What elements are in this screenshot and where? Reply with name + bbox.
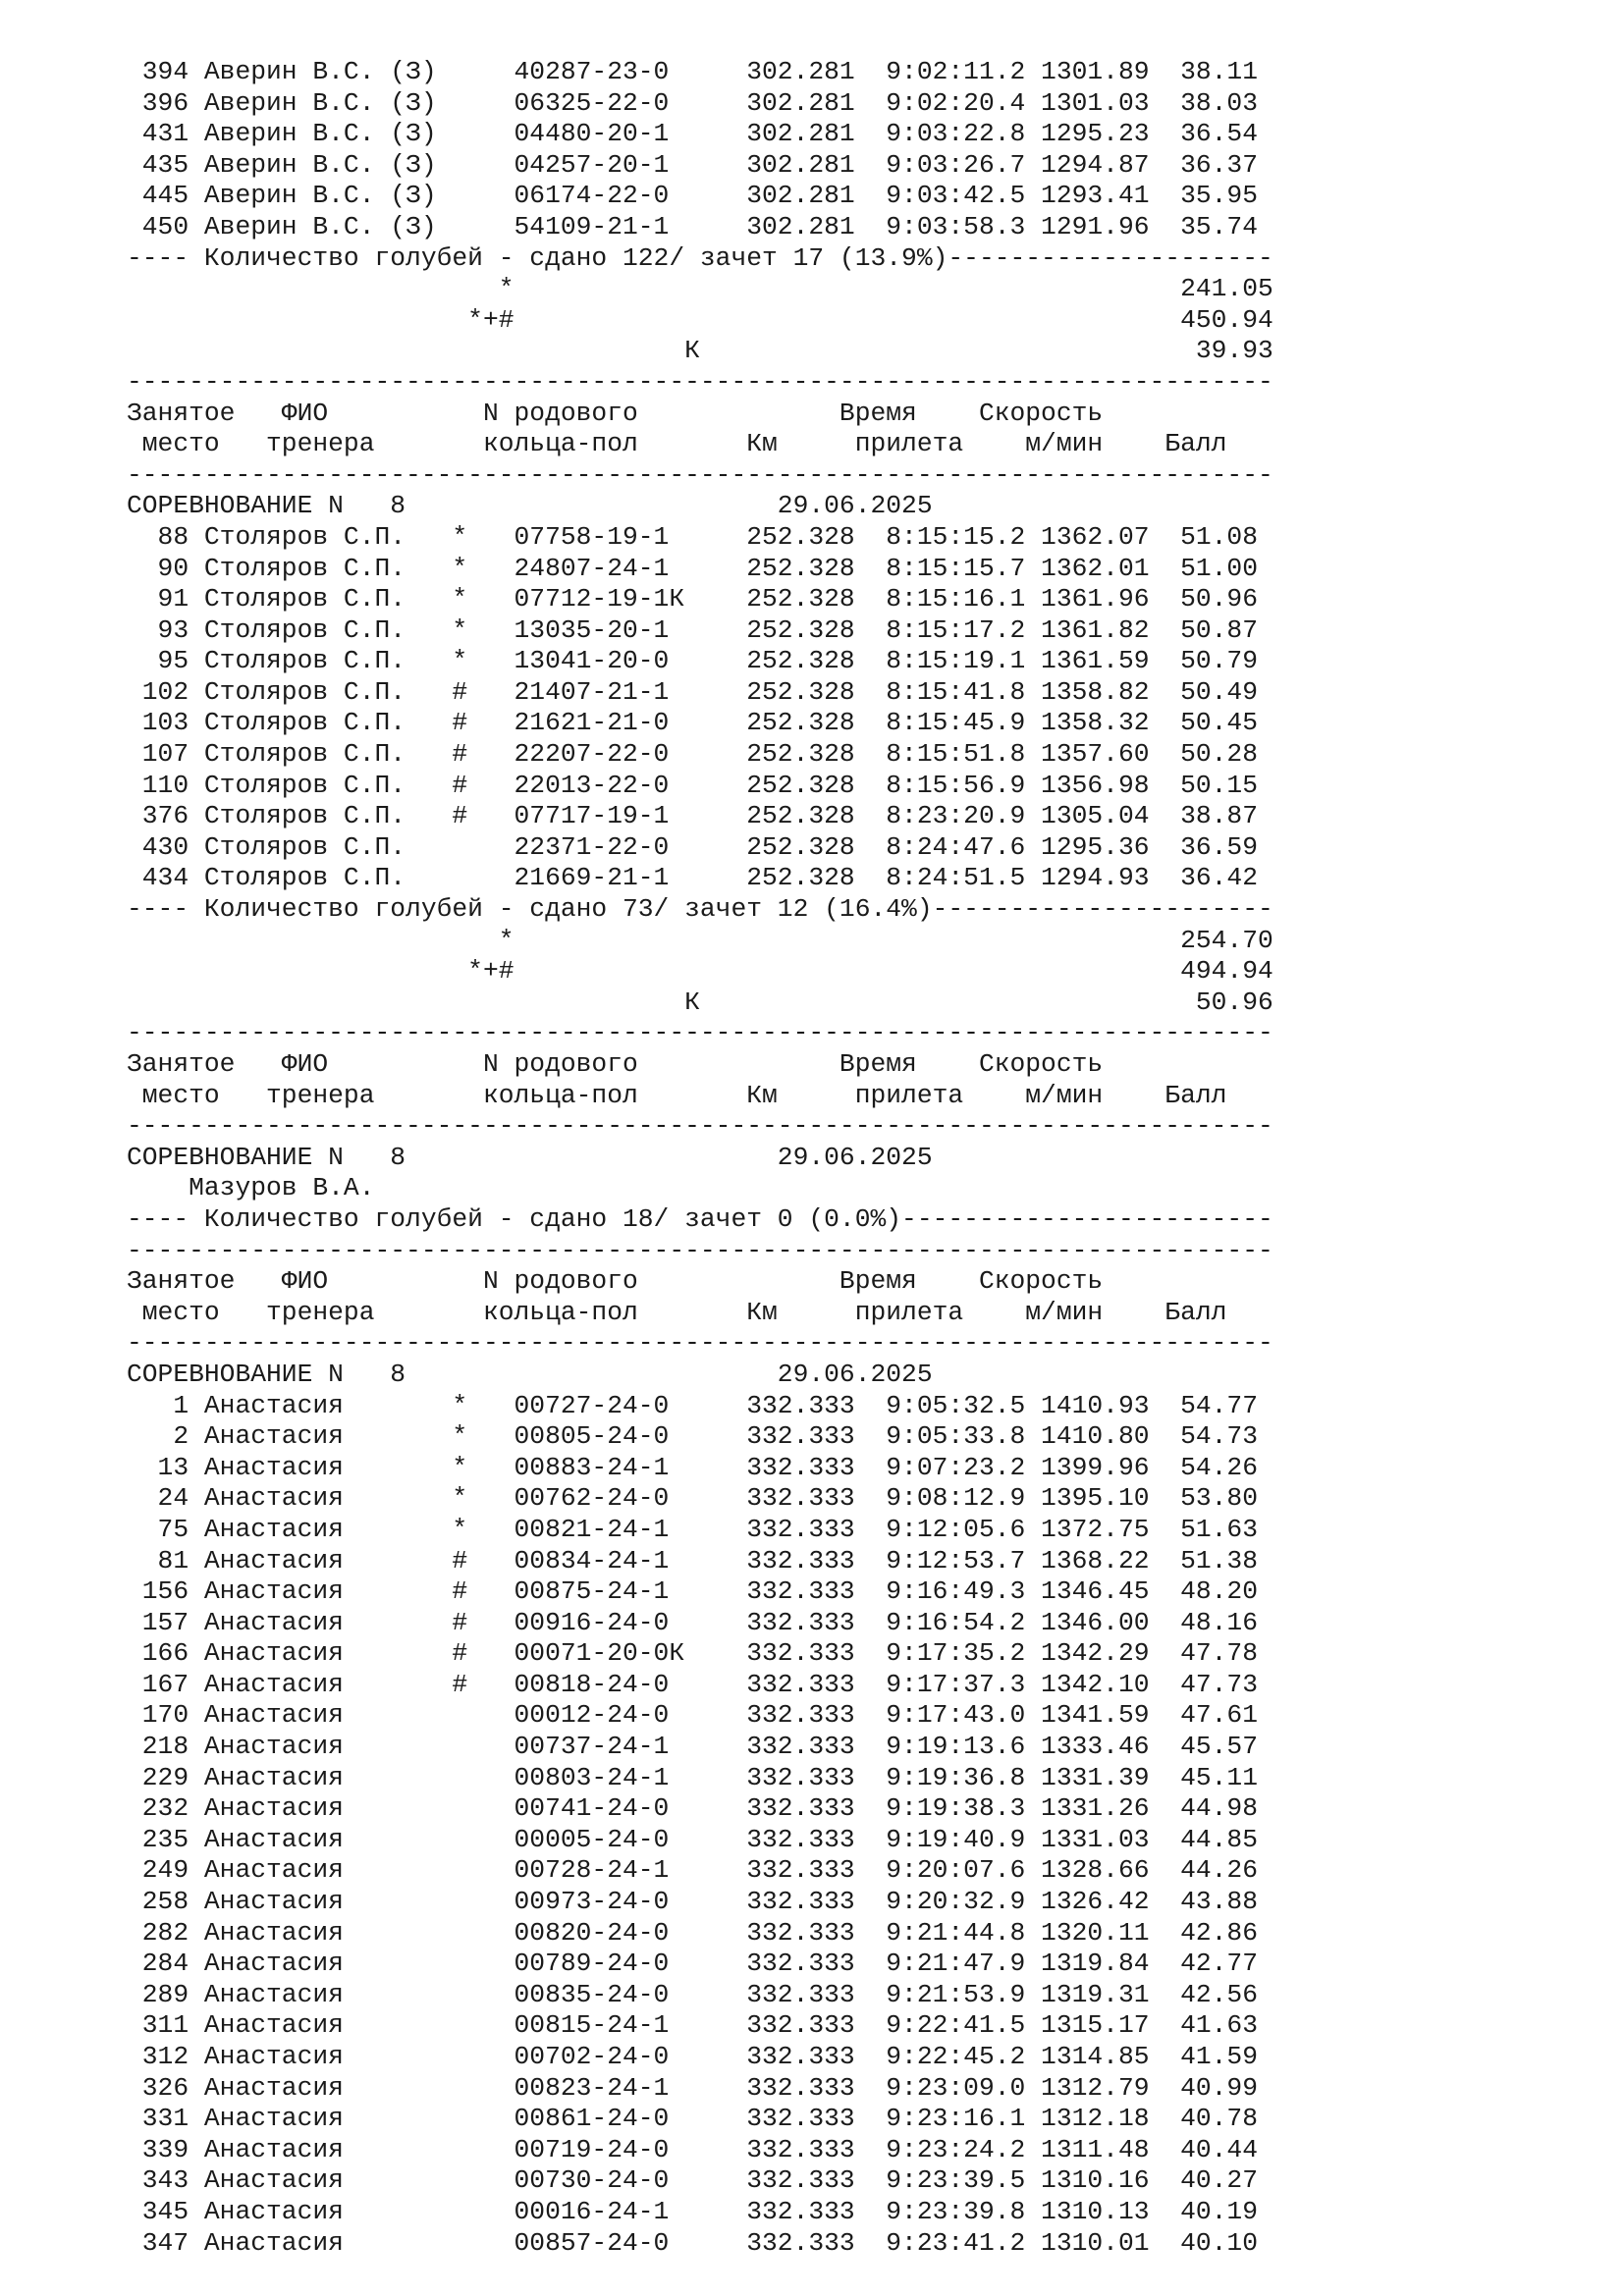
total-star-plus-hash: *+# 494.94 bbox=[127, 956, 1273, 987]
result-row: 258 Анастасия 00973-24-0 332.333 9:20:32.9 1326.42 43.88 bbox=[127, 1887, 1258, 1917]
result-row: 102 Столяров С.П. # 21407-21-1 252.328 8:15:41.8 1358.82 50.49 bbox=[127, 676, 1258, 707]
column-header: Занятое ФИО N родового Время Скорость bbox=[127, 1266, 1104, 1297]
results-document bbox=[127, 57, 1273, 2259]
result-row: 218 Анастасия 00737-24-1 332.333 9:19:13.6 1333.46 45.57 bbox=[127, 1732, 1258, 1762]
competition-date: 29.06.2025 bbox=[777, 1142, 933, 1172]
competition-title bbox=[127, 1360, 1273, 1391]
separator-line: -------------------------------------------------------------------------- bbox=[127, 1111, 1273, 1142]
separator-line: -------------------------------------------------------------------------- bbox=[127, 459, 1273, 490]
result-row: 235 Анастасия 00005-24-0 332.333 9:19:40.9 1331.03 44.85 bbox=[127, 1824, 1258, 1854]
result-row: 435 Аверин В.С. (З) 04257-20-1 302.281 9:03:26.7 1294.87 36.37 bbox=[127, 149, 1258, 180]
result-row: 107 Столяров С.П. # 22207-22-0 252.328 8:15:51.8 1357.60 50.28 bbox=[127, 739, 1258, 770]
result-row: 289 Анастасия 00835-24-0 332.333 9:21:53.9 1319.31 42.56 bbox=[127, 1979, 1258, 2009]
result-row: 376 Столяров С.П. # 07717-19-1 252.328 8:23:20.9 1305.04 38.87 bbox=[127, 801, 1258, 831]
trainer-name: Мазуров В.А. bbox=[127, 1173, 375, 1203]
competition-label: СОРЕВНОВАНИЕ N 8 bbox=[127, 491, 778, 521]
result-row: 431 Аверин В.С. (З) 04480-20-1 302.281 9:03:22.8 1295.23 36.54 bbox=[127, 119, 1258, 149]
competition-label: СОРЕВНОВАНИЕ N 8 bbox=[127, 1142, 778, 1172]
competition-title bbox=[127, 491, 1273, 522]
competition-title bbox=[127, 1143, 1273, 1174]
pigeon-count-summary: ---- Количество голубей - сдано 122/ зачет 17 (13.9%)--------------------- bbox=[127, 242, 1273, 273]
total-k: К 39.93 bbox=[127, 336, 1273, 366]
result-row: 103 Столяров С.П. # 21621-21-0 252.328 8:15:45.9 1358.32 50.45 bbox=[127, 708, 1258, 738]
result-row: 249 Анастасия 00728-24-1 332.333 9:20:07.6 1328.66 44.26 bbox=[127, 1855, 1258, 1886]
result-row: 331 Анастасия 00861-24-0 332.333 9:23:16.1 1312.18 40.78 bbox=[127, 2104, 1258, 2134]
result-row: 166 Анастасия # 00071-20-0К 332.333 9:17:35.2 1342.29 47.78 bbox=[127, 1638, 1258, 1669]
separator-line: -------------------------------------------------------------------------- bbox=[127, 1235, 1273, 1265]
result-row: 93 Столяров С.П. * 13035-20-1 252.328 8:15:17.2 1361.82 50.87 bbox=[127, 614, 1258, 645]
result-row: 157 Анастасия # 00916-24-0 332.333 9:16:54.2 1346.00 48.16 bbox=[127, 1607, 1258, 1637]
result-row: 110 Столяров С.П. # 22013-22-0 252.328 8:15:56.9 1356.98 50.15 bbox=[127, 770, 1258, 800]
total-star: * 241.05 bbox=[127, 274, 1273, 304]
pigeon-count-summary: ---- Количество голубей - сдано 73/ зачет 12 (16.4%)---------------------- bbox=[127, 894, 1273, 925]
result-row: 326 Анастасия 00823-24-1 332.333 9:23:09.0 1312.79 40.99 bbox=[127, 2072, 1258, 2103]
total-k: К 50.96 bbox=[127, 987, 1273, 1017]
result-row: 156 Анастасия # 00875-24-1 332.333 9:16:49.3 1346.45 48.20 bbox=[127, 1576, 1258, 1607]
result-row: 394 Аверин В.С. (З) 40287-23-0 302.281 9:02:11.2 1301.89 38.11 bbox=[127, 57, 1258, 86]
column-header: место тренера кольца-пол Км прилета м/мин Балл bbox=[127, 429, 1227, 459]
result-row: 312 Анастасия 00702-24-0 332.333 9:22:45.2 1314.85 41.59 bbox=[127, 2042, 1258, 2071]
result-row: 75 Анастасия * 00821-24-1 332.333 9:12:05.6 1372.75 51.63 bbox=[127, 1514, 1258, 1544]
competition-label: СОРЕВНОВАНИЕ N 8 bbox=[127, 1359, 778, 1389]
result-row: 24 Анастасия * 00762-24-0 332.333 9:08:12.9 1395.10 53.80 bbox=[127, 1483, 1258, 1514]
separator-line: -------------------------------------------------------------------------- bbox=[127, 1018, 1273, 1048]
result-row: 339 Анастасия 00719-24-0 332.333 9:23:24.2 1311.48 40.44 bbox=[127, 2134, 1258, 2164]
result-row: 434 Столяров С.П. 21669-21-1 252.328 8:24:51.5 1294.93 36.42 bbox=[127, 863, 1258, 893]
result-row: 282 Анастасия 00820-24-0 332.333 9:21:44.8 1320.11 42.86 bbox=[127, 1917, 1258, 1948]
result-row: 311 Анастасия 00815-24-1 332.333 9:22:41.5 1315.17 41.63 bbox=[127, 2010, 1258, 2041]
result-row: 91 Столяров С.П. * 07712-19-1К 252.328 8:15:16.1 1361.96 50.96 bbox=[127, 584, 1258, 614]
result-row: 445 Аверин В.С. (З) 06174-22-0 302.281 9:03:42.5 1293.41 35.95 bbox=[127, 181, 1258, 211]
result-row: 345 Анастасия 00016-24-1 332.333 9:23:39.8 1310.13 40.19 bbox=[127, 2196, 1258, 2226]
result-row: 2 Анастасия * 00805-24-0 332.333 9:05:33.8 1410.80 54.73 bbox=[127, 1421, 1258, 1452]
separator-line: -------------------------------------------------------------------------- bbox=[127, 1328, 1273, 1359]
total-star: * 254.70 bbox=[127, 925, 1273, 955]
pigeon-count-summary: ---- Количество голубей - сдано 18/ зачет 0 (0.0%)------------------------ bbox=[127, 1203, 1273, 1234]
result-row: 450 Аверин В.С. (З) 54109-21-1 302.281 9:03:58.3 1291.96 35.74 bbox=[127, 211, 1258, 241]
result-row: 229 Анастасия 00803-24-1 332.333 9:19:36.8 1331.39 45.11 bbox=[127, 1762, 1258, 1792]
result-row: 95 Столяров С.П. * 13041-20-0 252.328 8:15:19.1 1361.59 50.79 bbox=[127, 646, 1258, 676]
result-row: 167 Анастасия # 00818-24-0 332.333 9:17:37.3 1342.10 47.73 bbox=[127, 1669, 1258, 1699]
result-row: 232 Анастасия 00741-24-0 332.333 9:19:38.3 1331.26 44.98 bbox=[127, 1793, 1258, 1824]
result-row: 88 Столяров С.П. * 07758-19-1 252.328 8:15:15.2 1362.07 51.08 bbox=[127, 521, 1258, 552]
column-header: Занятое ФИО N родового Время Скорость bbox=[127, 1049, 1104, 1079]
column-header: место тренера кольца-пол Км прилета м/мин Балл bbox=[127, 1080, 1227, 1110]
result-row: 170 Анастасия 00012-24-0 332.333 9:17:43.0 1341.59 47.61 bbox=[127, 1700, 1258, 1731]
result-row: 343 Анастасия 00730-24-0 332.333 9:23:39.5 1310.16 40.27 bbox=[127, 2165, 1258, 2196]
result-row: 1 Анастасия * 00727-24-0 332.333 9:05:32.5 1410.93 54.77 bbox=[127, 1390, 1258, 1420]
result-row: 13 Анастасия * 00883-24-1 332.333 9:07:23.2 1399.96 54.26 bbox=[127, 1452, 1258, 1482]
total-star-plus-hash: *+# 450.94 bbox=[127, 304, 1273, 335]
result-row: 396 Аверин В.С. (З) 06325-22-0 302.281 9:02:20.4 1301.03 38.03 bbox=[127, 87, 1258, 118]
result-row: 430 Столяров С.П. 22371-22-0 252.328 8:24:47.6 1295.36 36.59 bbox=[127, 831, 1258, 862]
separator-line: -------------------------------------------------------------------------- bbox=[127, 366, 1273, 397]
column-header: Занятое ФИО N родового Время Скорость bbox=[127, 398, 1104, 428]
result-row: 90 Столяров С.П. * 24807-24-1 252.328 8:15:15.7 1362.01 51.00 bbox=[127, 553, 1258, 583]
column-header: место тренера кольца-пол Км прилета м/мин Балл bbox=[127, 1297, 1227, 1327]
competition-date: 29.06.2025 bbox=[777, 1359, 933, 1389]
competition-date: 29.06.2025 bbox=[777, 491, 933, 521]
result-row: 284 Анастасия 00789-24-0 332.333 9:21:47.9 1319.84 42.77 bbox=[127, 1949, 1258, 1979]
result-row: 347 Анастасия 00857-24-0 332.333 9:23:41.2 1310.01 40.10 bbox=[127, 2227, 1258, 2258]
result-row: 81 Анастасия # 00834-24-1 332.333 9:12:53.7 1368.22 51.38 bbox=[127, 1545, 1258, 1575]
